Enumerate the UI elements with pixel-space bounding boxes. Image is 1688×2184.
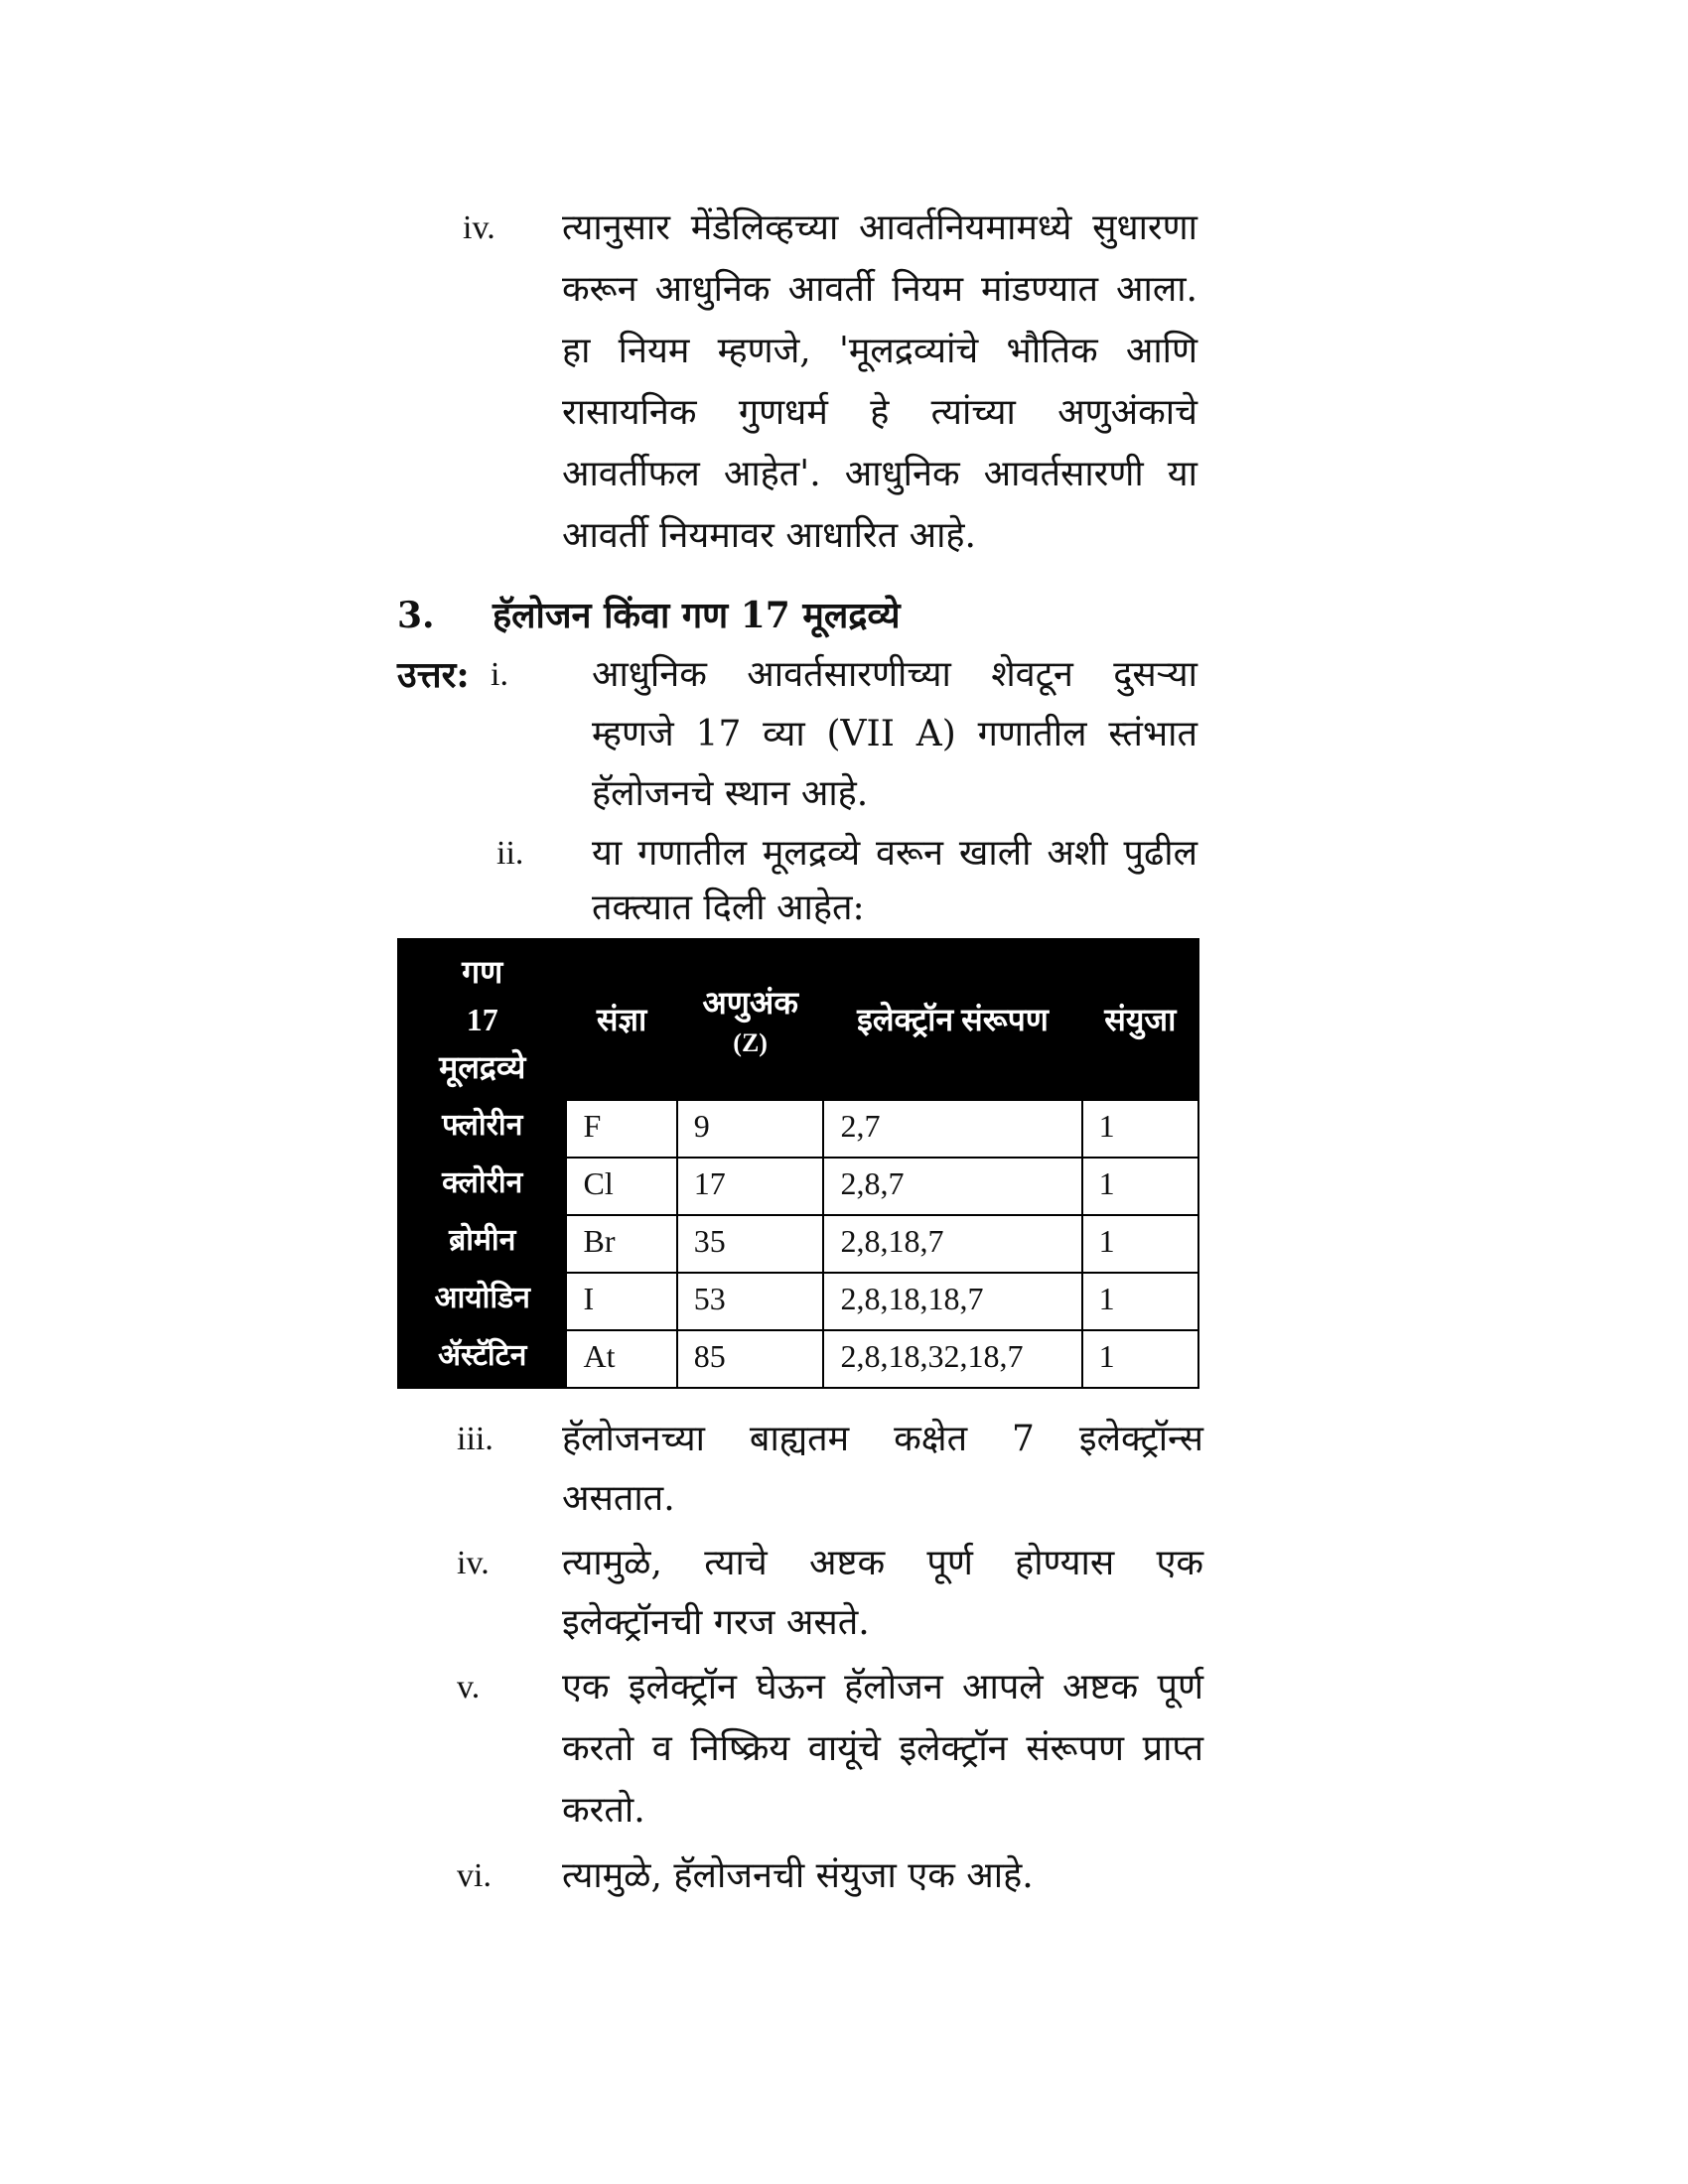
element-atomic-number: 85 <box>677 1330 824 1388</box>
element-name: ब्रोमीन <box>398 1215 566 1273</box>
table-row <box>398 1158 1198 1215</box>
answer-label: उत्तर: <box>397 654 470 696</box>
paragraph-line: हा नियम म्हणजे, 'मूलद्रव्यांचे भौतिक आणि <box>562 331 1197 371</box>
halogen-table <box>397 938 1199 1389</box>
table-row <box>398 1273 1198 1330</box>
paragraph-line: एक इलेक्ट्रॉन घेऊन हॅलोजन आपले अष्टक पूर्ण <box>562 1667 1203 1707</box>
paragraph-line: या गणातील मूलद्रव्ये वरून खाली अशी पुढील <box>592 833 1197 874</box>
header-atomic-number-sub: (Z) <box>733 1028 768 1057</box>
list-marker: v. <box>457 1669 481 1706</box>
element-symbol: F <box>566 1100 676 1158</box>
element-valency: 1 <box>1082 1273 1198 1330</box>
header-group <box>398 939 566 1100</box>
element-symbol: Cl <box>566 1158 676 1215</box>
paragraph-line: करतो व निष्क्रिय वायूंचे इलेक्ट्रॉन संरूपण प्राप्त <box>562 1728 1203 1769</box>
element-symbol: I <box>566 1273 676 1330</box>
element-configuration: 2,8,18,32,18,7 <box>823 1330 1081 1388</box>
paragraph-line: त्यामुळे, हॅलोजनची संयुजा एक आहे. <box>562 1855 1034 1896</box>
paragraph-line: हॅलोजनच्या बाह्यतम कक्षेत 7 इलेक्ट्रॉन्स <box>562 1419 1203 1459</box>
list-marker: iv. <box>457 1545 490 1581</box>
paragraph-line: आवर्तीफल आहेत'. आधुनिक आवर्तसारणी या <box>562 454 1197 494</box>
element-configuration: 2,8,18,7 <box>823 1215 1081 1273</box>
table-row <box>398 1100 1198 1158</box>
list-marker: iv. <box>463 209 495 246</box>
element-configuration: 2,7 <box>823 1100 1081 1158</box>
paragraph-line: आवर्ती नियमावर आधारित आहे. <box>562 515 976 556</box>
header-group-line: गण <box>462 954 503 990</box>
section-title: हॅलोजन किंवा गण 17 मूलद्रव्ये <box>492 595 901 636</box>
header-atomic-number <box>677 939 824 1100</box>
element-name: फ्लोरीन <box>398 1100 566 1158</box>
paragraph-line: करतो. <box>562 1790 645 1831</box>
paragraph-line: त्यामुळे, त्याचे अष्टक पूर्ण होण्यास एक <box>562 1543 1203 1583</box>
element-symbol: Br <box>566 1215 676 1273</box>
paragraph-line: म्हणजे 17 व्या (VII A) गणातील स्तंभात <box>592 714 1197 754</box>
header-group-line: मूलद्रव्ये <box>439 1049 526 1085</box>
paragraph-line: इलेक्ट्रॉनची गरज असते. <box>562 1602 870 1643</box>
table-row <box>398 1215 1198 1273</box>
element-configuration: 2,8,7 <box>823 1158 1081 1215</box>
element-symbol: At <box>566 1330 676 1388</box>
paragraph-line: असतात. <box>562 1478 675 1519</box>
element-atomic-number: 9 <box>677 1100 824 1158</box>
element-atomic-number: 35 <box>677 1215 824 1273</box>
header-configuration: इलेक्ट्रॉन संरूपण <box>823 939 1081 1100</box>
header-valency: संयुजा <box>1082 939 1198 1100</box>
element-name: आयोडिन <box>398 1273 566 1330</box>
header-atomic-number-label: अणुअंक <box>702 985 798 1021</box>
list-marker: vi. <box>457 1857 492 1894</box>
paragraph-line: हॅलोजनचे स्थान आहे. <box>592 773 869 814</box>
element-name: क्लोरीन <box>398 1158 566 1215</box>
paragraph-line: करून आधुनिक आवर्ती नियम मांडण्यात आला. <box>562 269 1197 310</box>
paragraph-line: त्यानुसार मेंडेलिव्हच्या आवर्तनियमामध्ये सुधारणा <box>562 207 1197 248</box>
section-number: 3. <box>397 595 435 636</box>
element-name: ॲस्टॅटिन <box>398 1330 566 1388</box>
header-group-line: 17 <box>466 1002 498 1037</box>
element-valency: 1 <box>1082 1100 1198 1158</box>
element-configuration: 2,8,18,18,7 <box>823 1273 1081 1330</box>
list-marker: iii. <box>457 1421 493 1457</box>
element-valency: 1 <box>1082 1158 1198 1215</box>
element-atomic-number: 17 <box>677 1158 824 1215</box>
header-symbol: संज्ञा <box>566 939 676 1100</box>
element-atomic-number: 53 <box>677 1273 824 1330</box>
table-row <box>398 1330 1198 1388</box>
list-marker: ii. <box>496 835 524 872</box>
table-header-row <box>398 939 1198 1100</box>
paragraph-line: तक्त्यात दिली आहेत: <box>592 887 865 928</box>
list-marker: i. <box>491 656 508 693</box>
paragraph-line: आधुनिक आवर्तसारणीच्या शेवटून दुसऱ्या <box>592 654 1197 695</box>
paragraph-line: रासायनिक गुणधर्म हे त्यांच्या अणुअंकाचे <box>562 392 1197 433</box>
element-valency: 1 <box>1082 1330 1198 1388</box>
element-valency: 1 <box>1082 1215 1198 1273</box>
